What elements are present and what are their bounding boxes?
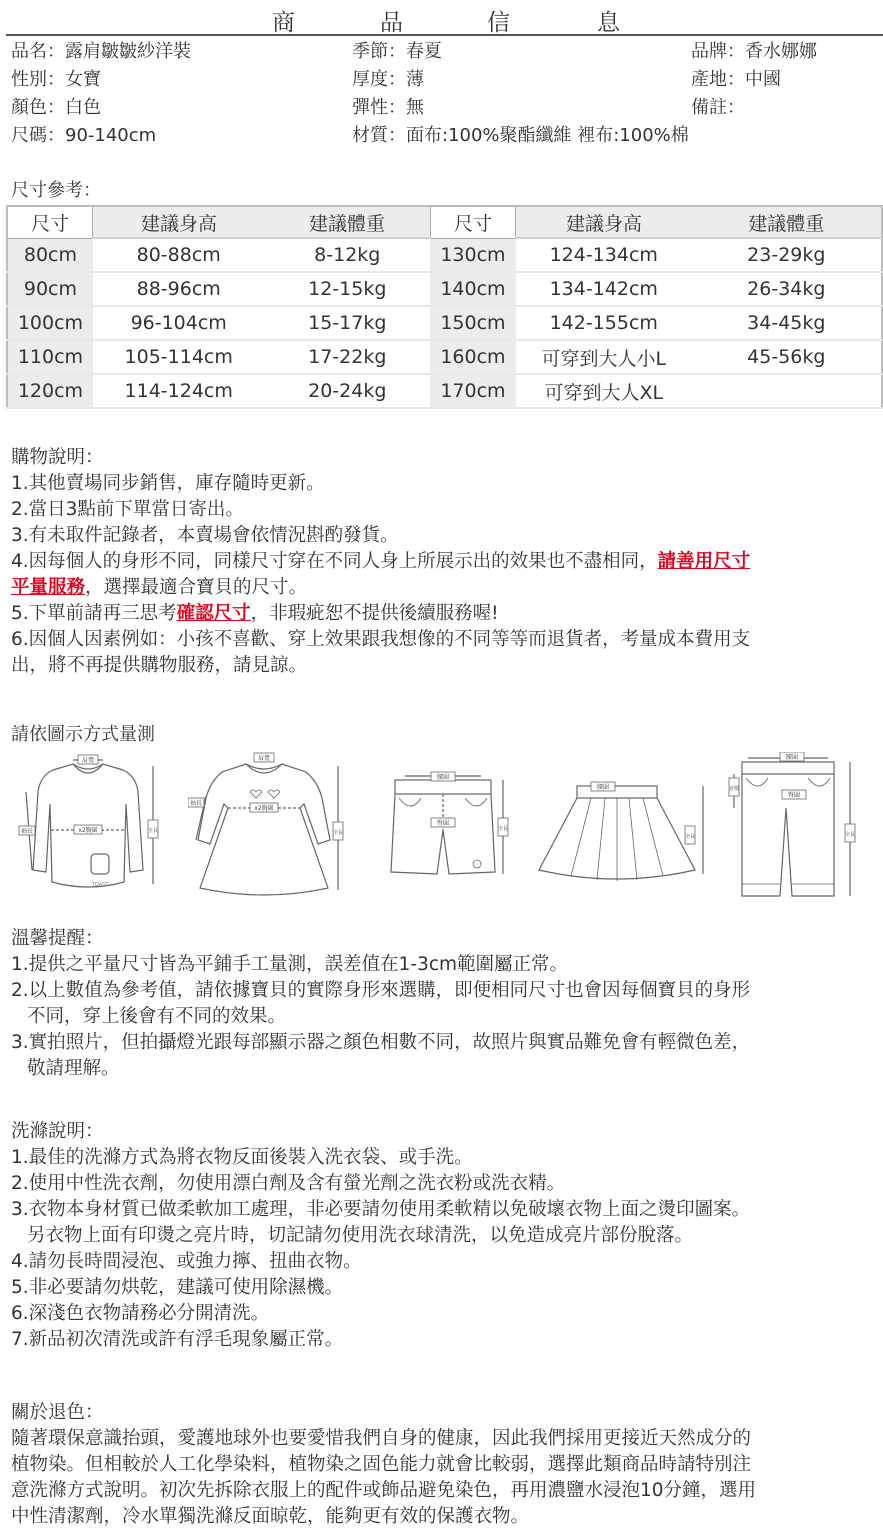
info-field	[352, 66, 424, 94]
info-label: 厚度	[352, 69, 388, 90]
hip-tag: 臀圍	[787, 792, 801, 799]
reminder-notes	[11, 926, 869, 1082]
info-label: 品牌	[691, 41, 727, 62]
table-cell: 160cm	[430, 340, 516, 374]
size-table	[6, 205, 883, 409]
note-line	[11, 549, 869, 575]
table-cell: 20-24kg	[265, 374, 431, 408]
note-line: 7.新品初次清洗或許有浮毛現象屬正常。	[11, 1329, 344, 1350]
info-value: 薄	[406, 69, 424, 90]
size-table-header-cell: 建議體重	[265, 206, 431, 238]
note-line: 中性清潔劑，冷水單獨洗滌反面晾乾，能夠更有效的保護衣物。	[11, 1506, 530, 1527]
section-heading: 購物說明：	[11, 447, 104, 468]
note-line: 1.最佳的洗滌方式為將衣物反面後裝入洗衣袋、或手洗。	[11, 1147, 473, 1168]
measure-diagrams	[0, 752, 883, 902]
highlight-size-service: 請善用尺寸	[657, 551, 751, 572]
shoulder-tag: 肩寬	[81, 757, 95, 764]
hip-tag: 臀圍	[436, 820, 450, 827]
highlight-confirm-size: 確認尺寸	[176, 603, 251, 624]
chest-tag: x2胸圍	[78, 827, 98, 834]
note-text: 5.下單前請再三思考	[11, 603, 177, 624]
info-separator: ：	[727, 41, 745, 62]
section-heading: 洗滌說明：	[11, 1121, 104, 1142]
table-cell: 23-29kg	[692, 238, 882, 272]
length-tag: 全長	[844, 832, 856, 838]
size-table-header-cell: 尺寸	[430, 206, 516, 238]
note-line	[11, 575, 869, 601]
fading-notes	[11, 1400, 869, 1530]
info-field	[352, 122, 689, 150]
info-label: 性別	[11, 69, 47, 90]
note-line: 植物染。但相較於人工化學染料，植物染之固色能力就會比較弱，選擇此類商品時請特別注	[11, 1454, 752, 1475]
info-label: 尺碼	[11, 125, 47, 146]
size-table-header-cell: 建議身高	[516, 206, 692, 238]
info-separator: ：	[47, 69, 65, 90]
table-cell: 100cm	[7, 306, 93, 340]
title-char: 息	[597, 10, 620, 36]
table-cell: 120cm	[7, 374, 93, 408]
table-cell: 90cm	[7, 272, 93, 306]
note-line: 出，將不再提供購物服務，請見諒。	[11, 655, 308, 676]
info-field	[352, 94, 424, 122]
info-separator: ：	[388, 69, 406, 90]
note-line: 5.非必要請勿烘乾，建議可使用除濕機。	[11, 1277, 344, 1298]
table-cell: 80-88cm	[93, 238, 265, 272]
info-value: 香水娜娜	[745, 41, 817, 62]
dress-diagram	[188, 752, 348, 897]
shopping-notes	[11, 445, 869, 679]
info-value: 無	[406, 97, 424, 118]
table-row	[7, 272, 882, 306]
table-cell: 110cm	[7, 340, 93, 374]
table-cell: 34-45kg	[692, 306, 882, 340]
shoulder-tag: 肩寬	[257, 755, 271, 762]
info-row	[11, 66, 883, 94]
sleeve-tag: 袖長	[20, 828, 34, 835]
info-field	[11, 66, 101, 94]
info-value: 女寶	[65, 69, 101, 90]
table-cell: 可穿到大人小L	[516, 340, 692, 374]
table-cell: 130cm	[430, 238, 516, 272]
rise-tag: 直檔	[728, 786, 740, 792]
info-value: 90-140cm	[65, 125, 157, 146]
title-char: 信	[487, 10, 510, 36]
print-text: TOAST	[91, 882, 109, 888]
info-row	[11, 38, 883, 66]
note-line: 2.當日3點前下單當日寄出。	[11, 499, 244, 520]
table-cell: 150cm	[430, 306, 516, 340]
size-table-header-cell: 尺寸	[7, 206, 93, 238]
sleeve-tag: 袖長	[189, 800, 203, 807]
info-label: 彈性	[352, 97, 388, 118]
info-label: 品名	[11, 41, 47, 62]
page-title	[0, 4, 883, 36]
note-line: 敬請理解。	[27, 1058, 120, 1079]
table-cell: 124-134cm	[516, 238, 692, 272]
length-tag: 全長	[332, 830, 344, 836]
note-line: 1.其他賣場同步銷售，庫存隨時更新。	[11, 473, 325, 494]
info-value: 面布:100%聚酯纖維 裡布:100%棉	[406, 125, 689, 146]
table-cell: 45-56kg	[692, 340, 882, 374]
info-field	[691, 66, 781, 94]
section-heading: 溫馨提醒：	[11, 928, 104, 949]
length-tag: 全長	[497, 826, 509, 832]
note-text: ，非瑕疵恕不提供後續服務喔!	[250, 603, 499, 624]
table-cell: 96-104cm	[93, 306, 265, 340]
note-line: 另衣物上面有印燙之亮片時，切記請勿使用洗衣球清洗，以免造成亮片部份脫落。	[27, 1225, 694, 1246]
info-separator: ：	[47, 125, 65, 146]
skirt-diagram	[535, 752, 710, 897]
info-field	[11, 38, 191, 66]
product-info	[11, 38, 883, 150]
table-row	[7, 340, 882, 374]
info-field	[11, 94, 101, 122]
table-cell: 134-142cm	[516, 272, 692, 306]
title-divider	[6, 34, 883, 36]
top-diagram	[18, 752, 163, 897]
waist-tag: 腰圍	[596, 784, 610, 791]
table-cell: 26-34kg	[692, 272, 882, 306]
note-line: 意洗滌方式說明。初次先拆除衣服上的配件或飾品避免染色，再用濃鹽水浸泡10分鐘，選用	[11, 1480, 757, 1501]
highlight-size-service: 平量服務	[11, 577, 86, 598]
info-label: 材質	[352, 125, 388, 146]
table-cell: 80cm	[7, 238, 93, 272]
waist-tag: 腰圍	[785, 754, 799, 761]
info-row	[11, 94, 883, 122]
pants-diagram	[728, 752, 868, 900]
table-cell: 140cm	[430, 272, 516, 306]
title-char: 品	[380, 10, 403, 36]
table-cell: 可穿到大人XL	[516, 374, 692, 408]
table-cell: 15-17kg	[265, 306, 431, 340]
waist-tag: 腰圍	[436, 774, 450, 781]
info-field	[11, 122, 156, 150]
info-field	[691, 94, 745, 122]
washing-notes	[11, 1119, 869, 1353]
table-row	[7, 238, 882, 272]
table-cell: 114-124cm	[93, 374, 265, 408]
info-label: 備註	[691, 97, 727, 118]
info-field	[691, 38, 817, 66]
note-line: 6.深淺色衣物請務必分開清洗。	[11, 1303, 270, 1324]
note-line	[11, 601, 869, 627]
info-separator: ：	[727, 97, 745, 118]
length-tag: 全長	[684, 834, 696, 840]
info-value: 中國	[745, 69, 781, 90]
chest-tag: x2胸圍	[254, 805, 274, 812]
table-cell: 142-155cm	[516, 306, 692, 340]
info-label: 季節	[352, 41, 388, 62]
table-row	[7, 374, 882, 408]
table-cell: 8-12kg	[265, 238, 431, 272]
info-separator: ：	[727, 69, 745, 90]
length-tag: 全長	[147, 828, 159, 834]
info-field	[352, 38, 442, 66]
table-row	[7, 306, 882, 340]
info-separator: ：	[388, 41, 406, 62]
table-cell	[692, 374, 882, 408]
note-line: 3.實拍照片，但拍攝燈光跟每部顯示器之顏色相數不同，故照片與實品難免會有輕微色差，	[11, 1032, 751, 1053]
size-table-header-cell: 建議身高	[93, 206, 265, 238]
info-value: 春夏	[406, 41, 442, 62]
note-line: 3.有未取件記錄者，本賣場會依情況斟酌發貨。	[11, 525, 399, 546]
info-label: 產地	[691, 69, 727, 90]
note-line: 隨著環保意識抬頭，愛護地球外也要愛惜我們自身的健康，因此我們採用更接近天然成分的	[11, 1428, 752, 1449]
table-cell: 17-22kg	[265, 340, 431, 374]
table-cell: 170cm	[430, 374, 516, 408]
info-separator: ：	[388, 97, 406, 118]
note-line: 1.提供之平量尺寸皆為平鋪手工量測，誤差值在1-3cm範圍屬正常。	[11, 954, 569, 975]
info-separator: ：	[388, 125, 406, 146]
title-char: 商	[272, 10, 295, 36]
info-row	[11, 122, 883, 150]
size-table-header	[7, 206, 882, 238]
info-value: 露肩皺皺紗洋裝	[65, 41, 191, 62]
table-cell: 12-15kg	[265, 272, 431, 306]
note-line: 4.請勿長時間浸泡、或強力擰、扭曲衣物。	[11, 1251, 362, 1272]
note-line: 2.以上數值為參考值，請依據寶貝的實際身形來選購，即便相同尺寸也會因每個寶貝的身形	[11, 980, 751, 1001]
note-line: 2.使用中性洗衣劑，勿使用漂白劑及含有螢光劑之洗衣粉或洗衣精。	[11, 1173, 566, 1194]
note-line: 不同，穿上後會有不同的效果。	[27, 1006, 287, 1027]
size-table-header-cell: 建議體重	[692, 206, 882, 238]
table-cell: 88-96cm	[93, 272, 265, 306]
note-line: 3.衣物本身材質已做柔軟加工處理，非必要請勿使用柔軟精以免破壞衣物上面之燙印圖案。	[11, 1199, 751, 1220]
table-cell: 105-114cm	[93, 340, 265, 374]
measure-label: 請依圖示方式量測	[11, 724, 155, 745]
info-separator: ：	[47, 97, 65, 118]
note-text: 4.因每個人的身形不同，同樣尺寸穿在不同人身上所展示出的效果也不盡相同，	[11, 551, 658, 572]
note-text: ，選擇最適合寶貝的尺寸。	[85, 577, 308, 598]
info-separator: ：	[47, 41, 65, 62]
note-line: 6.因個人因素例如：小孩不喜歡、穿上效果跟我想像的不同等等而退貨者，考量成本費用支	[11, 629, 751, 650]
info-value: 白色	[65, 97, 101, 118]
info-label: 顏色	[11, 97, 47, 118]
section-heading: 關於退色：	[11, 1402, 104, 1423]
shorts-diagram	[385, 752, 515, 897]
size-ref-label: 尺寸參考：	[11, 180, 101, 201]
